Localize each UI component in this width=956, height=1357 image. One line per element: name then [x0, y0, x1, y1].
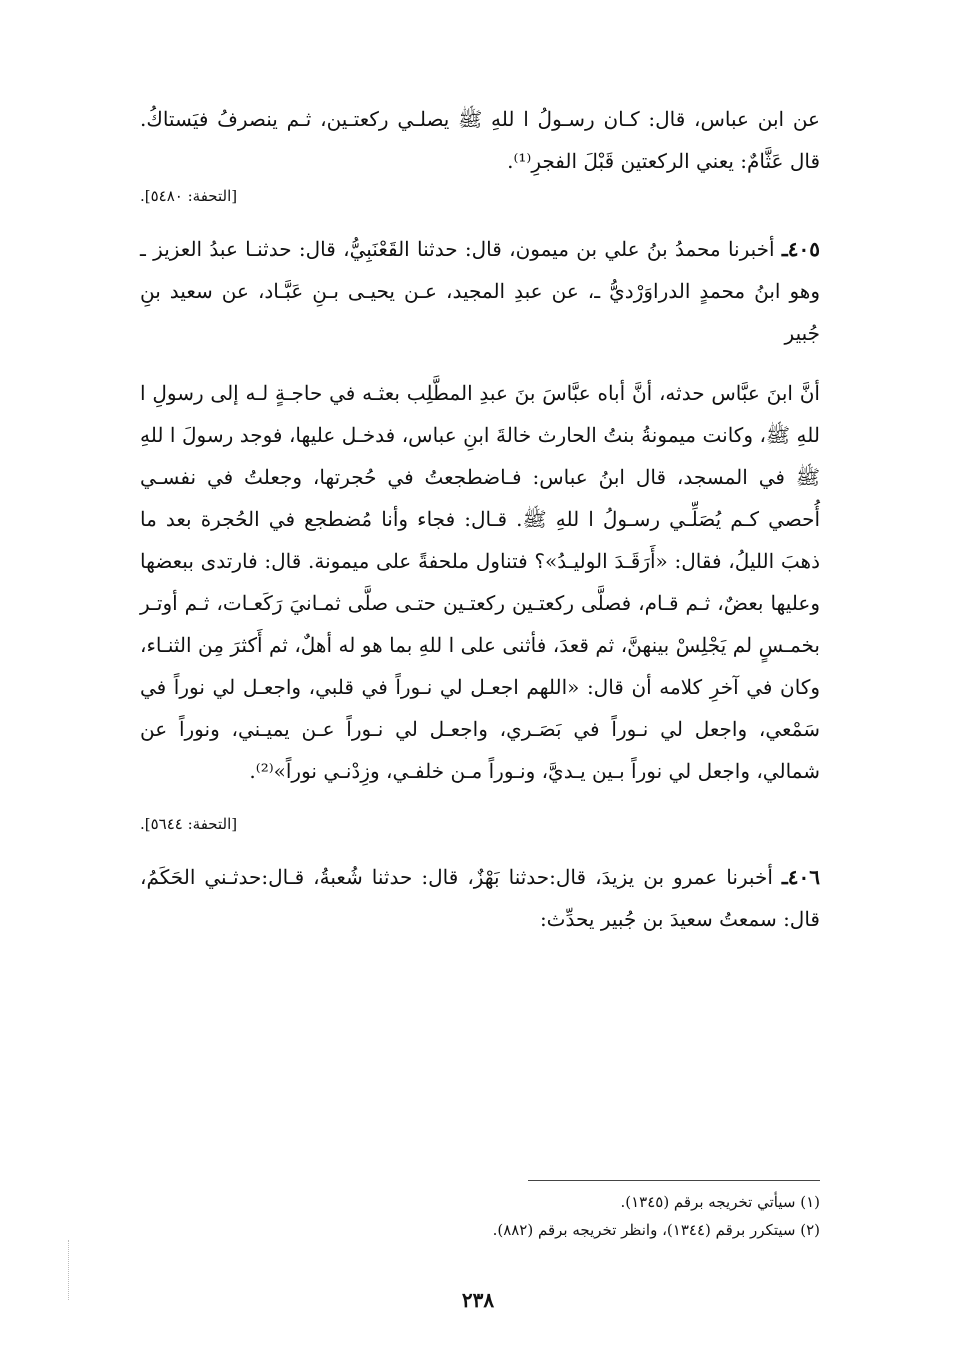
footnote-divider [528, 1180, 820, 1181]
paragraph-ibn-abbas-siwak: عن ابن عباس، قال: كـان رسـولُ ا للهِ ﷺ يصلـي ركعتـين، ثـم ينصرفُ فيَستاكُ. قال عَثَّامٌ: يعني الركعتين قَبْلَ الفجرِ⁽¹⁾. [140, 107, 820, 173]
page-number: ٢٣٨ [461, 1288, 495, 1312]
hadith-405-isnad-block [140, 228, 820, 354]
hadith-405-matn: أنَّ ابنَ عبَّاس حدثه، أنَّ أباه عبَّاسَ بنَ عبدِ المطَّلِب بعثـه في حاجـةٍ لـه إلى رسولِ ا للهِ ﷺ، وكانت ميمونةُ بنتُ الحارث خالةَ ابنِ عباس، فدخـل عليها، فوجد رسولَ ا للهِ ﷺ في المسجد، قال ابنُ عباس: فـاضطجعتُ في حُجرتها، وجعلتُ في نفسـي أُحصي كـم يُصَلِّـي رسـولُ ا للهِ ﷺ. قـال: فجاء وأنا مُضطجع في الحُجرة بعد ما ذهبَ الليلُ، فقال: «أَرَقَـدَ الوليـدُ»؟ فتناول ملحفةً على ميمونة. قال: فارتدى ببعضها وعليها بعضٌ، ثـم قـام، فصلَّى ركعتـين ركعتـين حتـى صلَّى ثمـانيَ رَكَعـات، ثـم أوتـر بخمـسٍ لم يَجْلِسْ بينهنَّ، ثم قعدَ، فأثنى على ا للهِ بما هو له أهلٌ، ثم أَكثرَ مِن الثنـاء، وكان في آخرِ كلامه أن قال: «اللهم اجعـل لي نـوراً في قلبي، واجعـل لي نوراً في سَمْعي، واجعل لي نـوراً في بَصَـري، واجعـل لي نـوراً عـن يميـني، ونوراً عن شمالي، واجعل لي نوراً بـين يـديَّ، ونـوراً مـن خلفـي، وزِدْنـي نوراً»⁽²⁾. [140, 381, 820, 783]
page-body [140, 98, 820, 940]
hadith-405-isnad: أخبرنا محمدُ بنُ علي بن ميمون، قال: حدثنا القَعْنَبِيُّ، قال: حدثنـا عبدُ العزيز ـ وهو ابنُ محمدٍ الدراوَرْديُّ ـ، عن عبدِ المجيد، عـن يحيـى بـنِ عَبَّـاد، عن سعيد بنِ جُبير [140, 237, 820, 345]
tuhfa-reference-2: [التحفة: ٥٦٤٤]. [140, 815, 238, 833]
tuhfa-reference-1: [التحفة: ٥٤٨٠]. [140, 187, 238, 205]
hadith-406-isnad: أخبرنا عمرو بن يزيدَ، قال:حدثنا بَهْزٌ، قال: حدثنا شُعبةُ، قـال:حدثـني الحَكَمُ، قال: سمعتُ سعيدَ بن جُبير يحدِّث: [140, 865, 820, 931]
footnote-2: (٢) سيتكرر برقم (١٣٤٤)، وانظر تخريجه برقم (٨٨٢). [492, 1221, 820, 1239]
hadith-number-406: ٤٠٦ـ [781, 865, 820, 889]
footnote-1: (١) سيأتي تخريجه برقم (١٣٤٥). [620, 1193, 820, 1211]
footnotes [360, 1188, 820, 1244]
hadith-number-405: ٤٠٥ـ [781, 237, 821, 261]
hadith-406-isnad-block [140, 856, 820, 940]
scan-edge-marks [68, 1240, 71, 1300]
